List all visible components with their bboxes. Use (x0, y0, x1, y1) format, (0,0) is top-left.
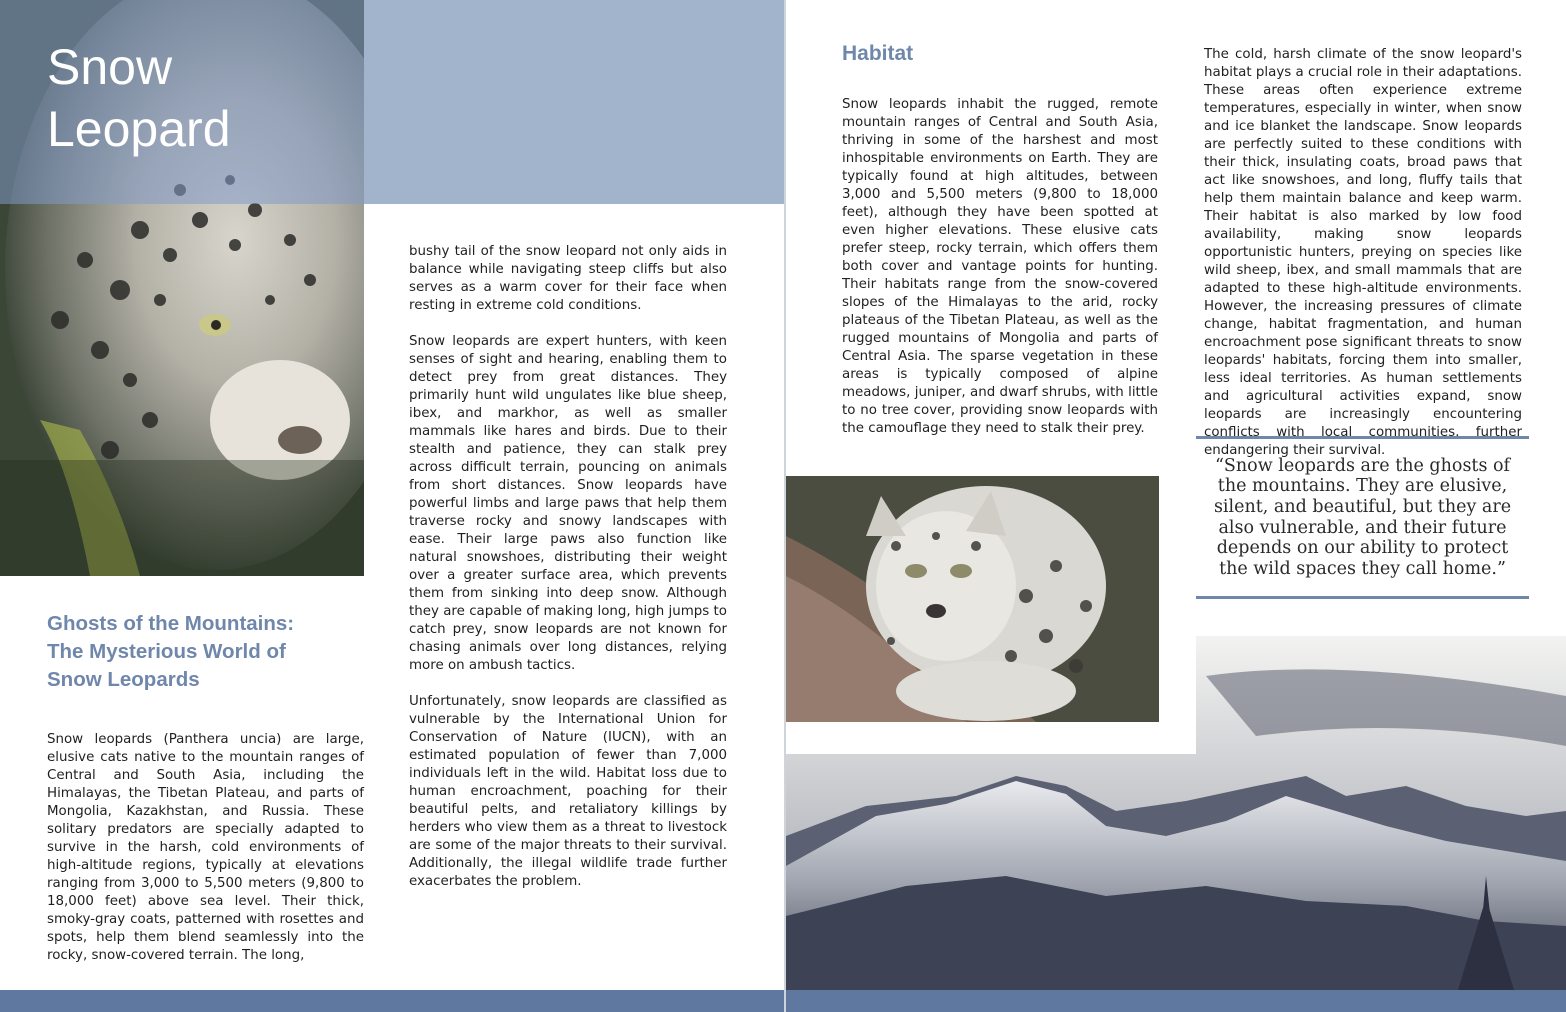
tail-paragraph: bushy tail of the snow leopard not only aids in balance while navigating steep cliffs but also serves as a warm cover for their face when resting in extreme cold conditions. (409, 244, 727, 313)
habitat-column (842, 96, 1158, 438)
article-subtitle (47, 610, 347, 694)
conservation-paragraph: Unfortunately, snow leopards are classified as vulnerable by the International Union for Conservation of Nature (IUCN), with an estimated population of fewer than 7,000 individuals left in the wild. Habitat loss due to human encroachment, poaching for their beautiful pelts, and retaliatory killings by herders who view them as a threat to livestock are some of the major threats to their survival. Additionally, the illegal wildlife trade further exacerbates the problem. (409, 694, 727, 889)
subtitle-line-2: The Mysterious World of (47, 640, 286, 663)
habitat-paragraph: Snow leopards inhabit the rugged, remote mountain ranges of Central and South Asia, thriving in some of the harshest and most inhospitable environments on Earth. They are typically found at high altitudes, between 3,000 and 5,500 meters (9,800 to 18,000 feet), although they have been spotted at even higher elevations. These elusive cats prefer steep, rocky terrain, which offers them both cover and vantage points for hunting. Their habitats range from the snow-covered slopes of the Himalayas to the arid, rocky plateaus of the Tibetan Plateau, as well as the rugged mountains of Mongolia and parts of Central Asia. The sparse vegetation in these areas is typically composed of alpine meadows, juniper, and dwarf shrubs, with little to no tree cover, providing snow leopards with the camouflage they need to stalk their prey. (842, 97, 1158, 436)
pull-quote (1196, 436, 1529, 599)
snow-leopard-cub-photo (786, 476, 1159, 722)
title-line-1: Snow (47, 39, 173, 95)
title-line-2: Leopard (47, 101, 231, 157)
habitat-heading: Habitat (842, 42, 914, 65)
right-page (786, 0, 1566, 1012)
climate-paragraph: The cold, harsh climate of the snow leopard's habitat plays a crucial role in their adaptations. These areas often experience extreme temperatures, especially in winter, when snow and ice blanket the landscape. Snow leopards are perfectly suited to these conditions with their thick, insulating coats, broad paws that act like snowshoes, and long, fluffy tails that help them maintain balance and keep warm. Their habitat is also marked by low food availability, making snow leopards opportunistic hunters, preying on species like wild sheep, ibex, and small mammals that are adapted to these high-altitude environments. However, the increasing pressures of climate change, habitat fragmentation, and human encroachment pose significant threats to snow leopards' habitats, forcing them into smaller, less ideal territories. As human settlements and agricultural activities expand, snow leopards are increasingly encountering conflicts with local communities, further endangering their survival. (1204, 47, 1522, 458)
intro-paragraph: Snow leopards (Panthera uncia) are large, elusive cats native to the mountain ranges of Central and South Asia, including the Himalayas, the Tibetan Plateau, and parts of Mongolia, Kazakhstan, and Russia. These solitary predators are specially adapted to survive in the harsh, cold environments of high-altitude regions, typically at elevations ranging from 3,000 to 5,500 meters (9,800 to 18,000 feet) above sea level. Their thick, smoky-gray coats, patterned with rosettes and spots, help them blend seamlessly into the rocky, snow-covered terrain. The long, (47, 732, 364, 963)
header-color-block (364, 0, 784, 204)
subtitle-line-3: Snow Leopards (47, 668, 200, 691)
page-title (47, 36, 347, 160)
footer-band-left (0, 990, 784, 1012)
second-column (409, 243, 727, 891)
hunting-paragraph: Snow leopards are expert hunters, with keen senses of sight and hearing, enabling them to detect prey from great distances. They primarily hunt wild ungulates like blue sheep, ibex, and markhor, as well as smaller mammals like hares and birds. Due to their stealth and patience, they can stalk prey across difficult terrain, pouncing on animals from short distances. Snow leopards have powerful limbs and large paws that help them traverse rocky and snowy landscapes with ease. Their large paws also function like natural snowshoes, distributing their weight over a greater surface area, which prevents them from sinking into deep snow. Although they are capable of making long, high jumps to catch prey, snow leopards are not known for chasing animals over long distances, relying more on ambush tactics. (409, 334, 727, 673)
climate-column (1204, 46, 1522, 460)
footer-band-right (786, 990, 1566, 1012)
intro-column (47, 731, 364, 965)
pull-quote-text: “Snow leopards are the ghosts of the mountains. They are elusive, silent, and beautiful, but they are also vulnerable, and their future depends on our ability to protect the wild spaces they call home.” (1213, 455, 1512, 579)
subtitle-line-1: Ghosts of the Mountains: (47, 612, 295, 635)
